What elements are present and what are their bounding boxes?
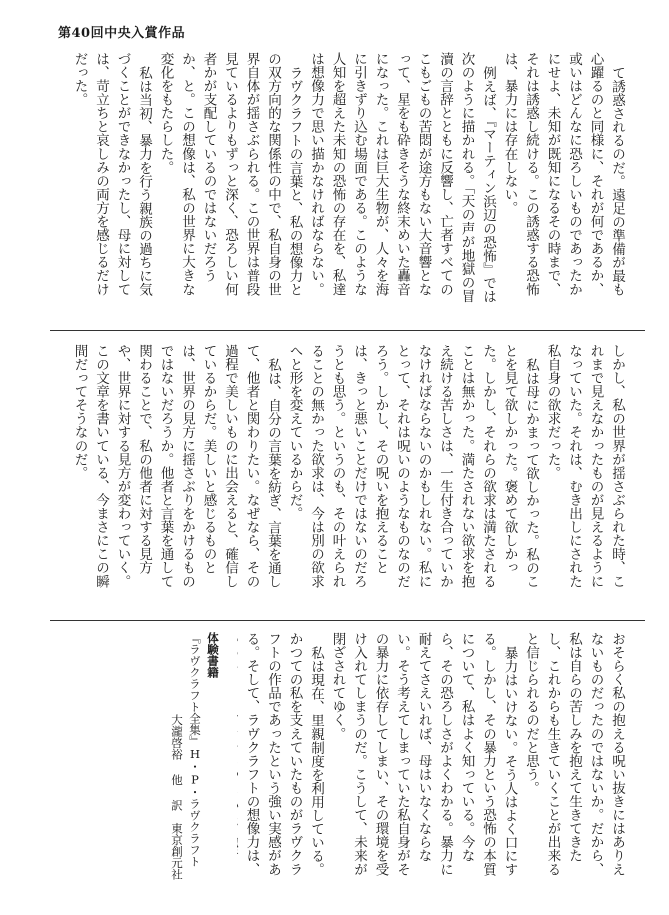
paragraph: て誘惑されるのだ。遠足の準備が最も心躍るのと同様に、それが何であるか、或いはどんなに恐ろしいものであったかにせよ、未知が既知になるその時まで、それは誘惑し続ける。この誘惑する恐怖は、暴力には存在しない。 [501, 52, 625, 296]
paragraph: 私は当初、暴力を行う親族の過ちに気づくことができなかったし、母に対しては、苛立ちと哀しみの両方を感じるだけだった。 [71, 52, 152, 296]
paragraph: 私は、自分の言葉を紡ぎ、言葉を通して、他者と関わりたい。なぜなら、その過程で美しいものに出会えると、確信しているからだ。美しいと感じるものとは、世界の見方に揺さぶりをかけるものではないだろうか。他者と言葉を通して関わることで、私の他者に対する見方や、世界に対する見方が変わっていく。この文章を書いている、今まさにこの瞬間だってそうなのだ。 [71, 344, 281, 588]
paragraph: しかし、私の世界が揺さぶられた時、これまで見えなかったものが見えるようになっていた。それは、むき出しにされた私自身の欲求だった。 [544, 344, 625, 588]
paragraph: 暴力はいけない。そう人はよく口にする。しかし、その暴力という恐怖の本質について、私はよく知っている。今なら、その恐ろしさがよくわかる。暴力に耐えてさえいれば、母はいなくならない。そう考えてしまっていた私自身がその暴力に依存してしまい、その環境を受け入れてしまうのだ。こうして、未来が閉ざされてゆく。 [329, 632, 518, 876]
text-band-middle [67, 344, 627, 590]
text-band-top [67, 52, 627, 306]
credit-publisher: 東京創元社 [170, 822, 184, 880]
credit-translator: 大瀧啓裕 他 訳 [170, 714, 184, 811]
credit-publication [168, 632, 185, 880]
credit-heading: 体験書籍 [206, 632, 220, 678]
section-divider [50, 330, 645, 331]
text-band-bottom [237, 632, 627, 880]
paragraph: 私は母にかまって欲しかった。私のことを見て欲しかった。褒めて欲しかった。しかし、それらの欲求は満たされることは無かった。満たされない欲求を抱え続ける苦しさは、一生付き合っていかなければならないのかもしれない。私にとって、それは呪いのようなものなのだろう。しかし、その呪いを抱えることは、きっと悪いことだけではないのだろうとも思う。というのも、その叶えられることの無かった欲求は、今は別の欲求へと形を変えているからだ。 [286, 344, 539, 588]
paragraph: 私は現在、里親制度を利用している。かつての私を支えていたものがラヴクラフトの作品であったという強い実感がある。そして、ラヴクラフトの想像力は、 [243, 632, 324, 876]
paragraph [67, 344, 68, 590]
section-divider [50, 620, 645, 621]
page-header: 第40回中央入賞作品 [58, 26, 186, 41]
paragraph: おそらく私の抱える呪い抜きにはありえないものだったのではないか。だから、私は自らの苦しみを抱えて生きてきたし、これからも生きていくことが出来ると信じられるのだと思う。 [523, 632, 625, 876]
paragraph: ラヴクラフトの言葉と、私の想像力との双方向的な関係性の中で、私自身の世界自体が揺さぶられる。この世界は普段見ているよりもずっと深く、恐ろしい何者かが支配しているのではないだろうか、と。この想像は、私の世界に大きな変化をもたらした。 [157, 52, 303, 296]
credit-book-title: 『ラヴクラフト全集』H・P・ラヴクラフト [188, 632, 202, 867]
paragraph: 例えば、『マーティン浜辺の恐怖』では次のように描かれる。「天の声が地獄の冒瀆の言辞とともに反響し、亡者すべてのこもごもの苦悶が途方もない大音響となって、星をも砕きそうな終末めいた轟音になった。これは巨大生物が、人々を海に引きずり込む場面である。このような人知を超えた未知の恐怖の存在を、私達は想像力で思い描かなければならない。 [308, 52, 496, 303]
